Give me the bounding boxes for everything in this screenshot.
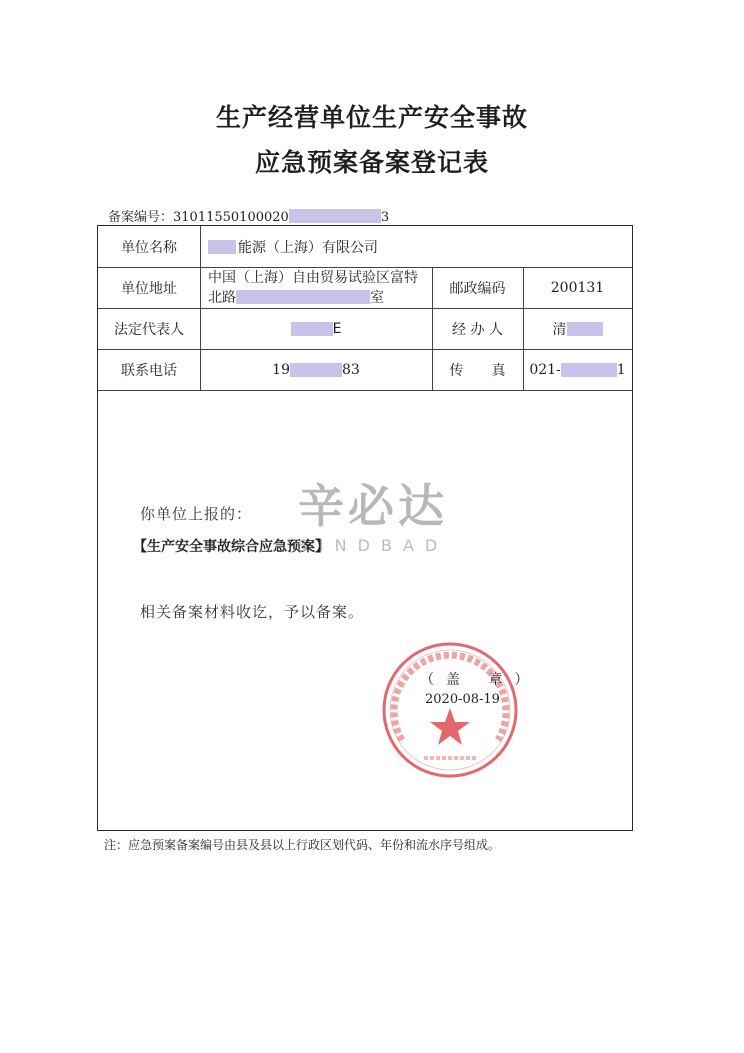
address-label: 单位地址 <box>121 280 177 297</box>
title-line-2: 应急预案备案登记表 <box>254 148 489 177</box>
registration-table <box>97 225 633 831</box>
redaction-block <box>289 209 381 223</box>
record-number <box>108 206 389 225</box>
phone-value <box>200 349 432 390</box>
fax-label: 传 真 <box>449 362 506 379</box>
handler-label: 经 办 人 <box>452 321 503 338</box>
title-line-1: 生产经营单位生产安全事故 <box>215 103 528 132</box>
handler-value <box>523 308 632 349</box>
record-number-label: 备案编号： <box>108 210 174 225</box>
legal-rep-value <box>200 308 432 349</box>
postcode-value: 200131 <box>550 279 605 296</box>
phone-label: 联系电话 <box>121 362 177 379</box>
address-value <box>200 267 432 308</box>
record-number-prefix: 31011550100020 <box>173 210 289 225</box>
fax-tail: 1 <box>616 361 626 378</box>
unit-name-text: 能源（上海）有限公司 <box>238 239 378 256</box>
address-line-2-prefix: 北路 <box>208 289 236 306</box>
unit-name-label: 单位名称 <box>121 239 177 256</box>
fax-value <box>523 349 632 390</box>
legal-rep-tail: E <box>332 320 342 337</box>
postcode-label: 邮政编码 <box>449 280 506 297</box>
unit-name-value <box>200 226 632 267</box>
redaction-block <box>236 290 370 304</box>
record-number-suffix: 3 <box>380 210 390 225</box>
legal-rep-label: 法定代表人 <box>114 321 184 338</box>
footnote: 注：应急预案备案编号由县及县以上行政区划代码、年份和流水序号组成。 <box>104 838 501 852</box>
address-line-2 <box>208 288 384 308</box>
phone-tail: 83 <box>342 361 360 378</box>
address-line-2-suffix: 室 <box>370 289 384 306</box>
redaction-block <box>208 240 236 254</box>
watermark-main-text: 辛必达 <box>298 479 448 533</box>
body-line-3: 相关备案材料收讫，予以备案。 <box>140 603 365 621</box>
redaction-block <box>291 322 333 336</box>
redaction-block <box>561 363 617 377</box>
official-seal-icon <box>380 640 520 780</box>
watermark-sub-text: SINDBAD <box>297 536 449 555</box>
row-divider <box>98 390 632 391</box>
seal-date: 2020-08-19 <box>425 692 500 707</box>
address-line-1: 中国（上海）自由贸易试验区富特 <box>208 269 418 286</box>
phone-head: 19 <box>272 361 290 378</box>
redaction-block <box>290 363 342 377</box>
fax-head: 021- <box>529 361 561 378</box>
redaction-block <box>567 322 603 336</box>
handler-head: 清 <box>552 321 567 338</box>
plan-name: 【生产安全事故综合应急预案】 <box>133 539 329 555</box>
seal-caption: （盖 章） <box>420 672 541 688</box>
body-line-1: 你单位上报的： <box>140 505 253 523</box>
